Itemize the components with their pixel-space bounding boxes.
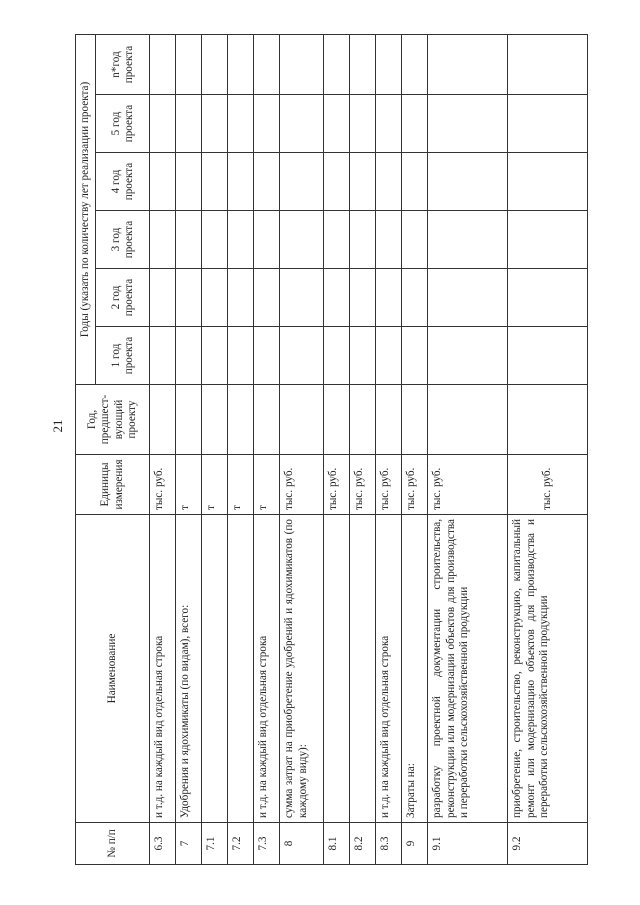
- row-unit: тыс. руб.: [324, 455, 350, 515]
- row-name: сумма затрат на приобретение удобрений и ядохимикатов (по каждому виду):: [280, 515, 324, 823]
- table-row: [280, 35, 324, 865]
- row-unit: тыс. руб.: [402, 455, 428, 515]
- header-no: № п/п: [76, 823, 150, 865]
- row-name: Затраты на:: [402, 515, 428, 823]
- row-number: 7.3: [254, 823, 280, 865]
- table-row: [324, 35, 350, 865]
- header-year-n: n*год проекта: [96, 35, 150, 95]
- table-row: [508, 35, 588, 865]
- header-row-1: [76, 35, 96, 865]
- page-number: 21: [50, 419, 65, 433]
- table-row: [228, 35, 254, 865]
- row-unit: тыс. руб.: [350, 455, 376, 515]
- row-name: [202, 515, 228, 823]
- table-row: [402, 35, 428, 865]
- row-number: 9.2: [508, 823, 588, 865]
- row-name: приобретение, строительство, реконструкцию, капитальный ремонт или модернизацию объектов для производства и переработки сельскохозяйственной продукции: [508, 515, 588, 823]
- row-name: разработку проектной документации строительства, реконструкции или модернизации объектов для производства и переработки сельскохозяйственной продукции: [428, 515, 508, 823]
- row-name: и т.д. на каждый вид отдельная строка: [150, 515, 176, 823]
- row-number: 9.1: [428, 823, 508, 865]
- header-prev-year: Год, предшест-вующий проекту: [76, 385, 150, 455]
- header-year-5: 5 год проекта: [96, 95, 150, 153]
- row-name: Удобрения и ядохимикаты (по видам), всего:: [176, 515, 202, 823]
- row-unit: т: [202, 455, 228, 515]
- row-unit: тыс. руб.: [508, 455, 588, 515]
- rotated-table-wrap: [75, 35, 635, 865]
- table-row: [202, 35, 228, 865]
- table-row: [428, 35, 508, 865]
- row-number: 8.1: [324, 823, 350, 865]
- table-row: [350, 35, 376, 865]
- row-unit: т: [176, 455, 202, 515]
- header-year-2: 2 год проекта: [96, 269, 150, 327]
- table-row: [150, 35, 176, 865]
- project-table: [75, 34, 588, 865]
- header-year-1: 1 год проекта: [96, 327, 150, 385]
- table-row: [176, 35, 202, 865]
- table-row: [376, 35, 402, 865]
- row-number: 8.3: [376, 823, 402, 865]
- row-number: 8.2: [350, 823, 376, 865]
- row-number: 8: [280, 823, 324, 865]
- row-number: 7.2: [228, 823, 254, 865]
- row-unit: т: [228, 455, 254, 515]
- row-unit: тыс. руб.: [428, 455, 508, 515]
- row-name: [350, 515, 376, 823]
- row-name: и т.д. на каждый вид отдельная строка: [376, 515, 402, 823]
- row-number: 6.3: [150, 823, 176, 865]
- header-year-3: 3 год проекта: [96, 211, 150, 269]
- row-name: [324, 515, 350, 823]
- header-name: Наименование: [76, 515, 150, 823]
- table-row: [254, 35, 280, 865]
- header-years: Годы (указать по количеству лет реализации проекта): [76, 35, 96, 385]
- header-year-4: 4 год проекта: [96, 153, 150, 211]
- row-unit: тыс. руб.: [376, 455, 402, 515]
- row-number: 7.1: [202, 823, 228, 865]
- row-name: [228, 515, 254, 823]
- header-unit: Единицы измерения: [76, 455, 150, 515]
- row-unit: тыс. руб.: [280, 455, 324, 515]
- row-unit: тыс. руб.: [150, 455, 176, 515]
- row-unit: т: [254, 455, 280, 515]
- row-number: 9: [402, 823, 428, 865]
- row-number: 7: [176, 823, 202, 865]
- row-name: и т.д. на каждый вид отдельная строка: [254, 515, 280, 823]
